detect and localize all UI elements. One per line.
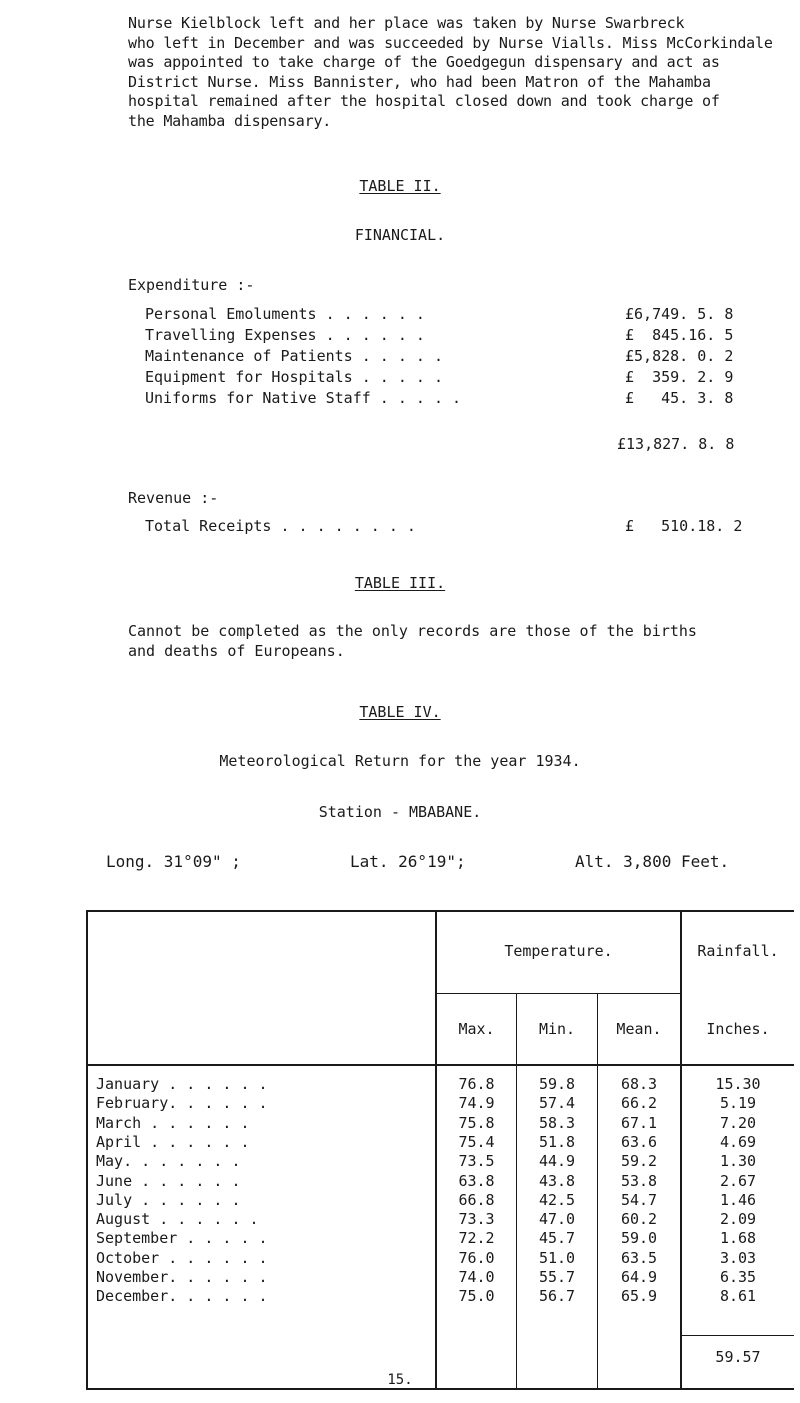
rainfall-cell: 15.30 — [715, 1075, 761, 1093]
month-cell: February. . . . . . — [96, 1094, 268, 1113]
rain-total-line — [680, 1335, 794, 1336]
table3-text: Cannot be completed as the only records are those of the births and deaths of Europeans. — [128, 622, 697, 660]
month-cell: April . . . . . . — [96, 1132, 250, 1151]
expenditure-row — [145, 326, 785, 346]
max-temp-cell: 74.0 — [458, 1268, 495, 1286]
rainfall-cell: 1.68 — [719, 1229, 757, 1248]
mean-temp-cell: 63.6 — [620, 1132, 658, 1151]
mean-temp-cell: 59.0 — [620, 1229, 658, 1248]
max-temp-cell: 75.4 — [458, 1132, 495, 1151]
expenditure-label: Equipment for Hospitals . . . . . — [145, 368, 444, 386]
table2-title: TABLE II. — [359, 177, 441, 195]
rainfall-cell: 2.09 — [719, 1210, 757, 1229]
mean-temp-cell: 65.9 — [620, 1287, 658, 1306]
month-cell: January . . . . . . — [96, 1075, 268, 1093]
mean-temp-cell: 64.9 — [620, 1268, 658, 1286]
revenue-amount: £ 510.18. 2 — [625, 517, 743, 535]
expenditure-heading: Expenditure :- — [128, 276, 255, 294]
header-temperature: Temperature. — [504, 942, 613, 960]
month-cell: September . . . . . — [96, 1229, 268, 1248]
month-cell: March . . . . . . — [96, 1113, 250, 1132]
rainfall-cell: 5.19 — [719, 1094, 757, 1113]
max-temp-cell: 73.5 — [458, 1152, 495, 1171]
min-temp-cell: 57.4 — [538, 1094, 576, 1113]
mean-temp-cell: 63.5 — [620, 1248, 658, 1267]
temp-subheader-line — [435, 993, 680, 994]
rainfall-cell: 4.69 — [719, 1132, 757, 1151]
max-temp-cell: 72.2 — [458, 1229, 495, 1248]
mean-temp-cell: 53.8 — [620, 1171, 658, 1190]
rainfall-cell: 2.67 — [719, 1171, 757, 1190]
longitude: Long. 31°09" ; — [106, 852, 241, 871]
mean-temp-cell: 67.1 — [620, 1113, 658, 1132]
expenditure-amount: £ 359. 2. 9 — [625, 368, 734, 386]
max-temp-cell: 75.8 — [458, 1113, 495, 1132]
rainfall-cell: 7.20 — [719, 1113, 757, 1132]
max-temp-cell: 74.9 — [458, 1094, 495, 1113]
expenditure-row — [145, 389, 785, 409]
max-temp-cell: 73.3 — [458, 1210, 495, 1229]
mean-temp-cell: 60.2 — [620, 1210, 658, 1229]
expenditure-row — [145, 347, 785, 367]
header-bottom-border — [86, 1064, 794, 1066]
table4-title: TABLE IV. — [359, 703, 441, 721]
header-max: Max. — [458, 1020, 495, 1038]
table-top-border — [86, 910, 794, 912]
rainfall-cell: 1.46 — [719, 1190, 757, 1209]
expenditure-row — [145, 305, 785, 325]
header-rainfall: Rainfall. — [697, 942, 779, 960]
mean-temp-cell: 66.2 — [620, 1094, 658, 1113]
table-bottom-border — [86, 1388, 794, 1390]
min-temp-cell: 51.0 — [538, 1248, 576, 1267]
expenditure-row — [145, 368, 785, 388]
rainfall-cell: 1.30 — [719, 1152, 757, 1171]
revenue-label: Total Receipts . . . . . . . . — [145, 517, 416, 535]
altitude: Alt. 3,800 Feet. — [575, 852, 730, 871]
month-cell: May. . . . . . . — [96, 1152, 241, 1171]
station-name: Station - MBABANE. — [318, 803, 482, 821]
max-temp-cell: 76.0 — [458, 1248, 495, 1267]
table2-subtitle: FINANCIAL. — [354, 226, 446, 244]
expenditure-amount: £ 45. 3. 8 — [625, 389, 734, 407]
min-temp-cell: 56.7 — [538, 1287, 576, 1306]
table-left-border — [86, 910, 88, 1390]
expenditure-total: £13,827. 8. 8 — [617, 435, 735, 453]
rainfall-cell: 6.35 — [719, 1268, 757, 1286]
month-cell: December. . . . . . — [96, 1287, 268, 1306]
mean-temp-cell: 59.2 — [620, 1152, 658, 1171]
min-temp-cell: 47.0 — [538, 1210, 576, 1229]
latitude: Lat. 26°19"; — [350, 852, 466, 871]
mean-temp-cell: 54.7 — [620, 1190, 658, 1209]
month-cell: November. . . . . . — [96, 1268, 268, 1286]
expenditure-label: Maintenance of Patients . . . . . — [145, 347, 444, 365]
max-temp-cell: 76.8 — [458, 1075, 495, 1093]
min-temp-cell: 43.8 — [538, 1171, 576, 1190]
expenditure-label: Uniforms for Native Staff . . . . . — [145, 389, 462, 407]
month-cell: July . . . . . . — [96, 1190, 241, 1209]
min-temp-cell: 44.9 — [538, 1152, 576, 1171]
min-temp-cell: 58.3 — [538, 1113, 576, 1132]
expenditure-amount: £6,749. 5. 8 — [625, 305, 734, 323]
table4-subtitle: Meteorological Return for the year 1934. — [219, 752, 581, 770]
min-temp-cell: 59.8 — [538, 1075, 576, 1093]
max-temp-cell: 63.8 — [458, 1171, 495, 1190]
month-cell: June . . . . . . — [96, 1171, 241, 1190]
header-mean: Mean. — [616, 1020, 662, 1038]
expenditure-label: Travelling Expenses . . . . . . — [145, 326, 425, 344]
min-temp-cell: 51.8 — [538, 1132, 576, 1151]
page-number: 15. — [387, 1372, 413, 1388]
rainfall-cell: 3.03 — [719, 1248, 757, 1267]
rainfall-cell: 8.61 — [719, 1287, 757, 1306]
mean-temp-cell: 68.3 — [620, 1075, 658, 1093]
expenditure-amount: £5,828. 0. 2 — [625, 347, 734, 365]
table3-title: TABLE III. — [354, 574, 446, 592]
intro-paragraph: Nurse Kielblock left and her place was taken by Nurse Swarbreck who left in December and was succeeded by Nurse Vialls. Miss McCorkindale was appointed to take charge of the Goedgegun dispensary and act as District Nurse. Miss Bannister, who had been Matron of the Mahamba hospital remained after the hospital closed down and took charge of the Mahamba dispensary. — [128, 14, 773, 130]
max-temp-cell: 66.8 — [458, 1190, 495, 1209]
month-cell: August . . . . . . — [96, 1210, 259, 1229]
min-temp-cell: 45.7 — [538, 1229, 576, 1248]
revenue-heading: Revenue :- — [128, 489, 219, 507]
expenditure-label: Personal Emoluments . . . . . . — [145, 305, 425, 323]
header-min: Min. — [538, 1020, 576, 1038]
rain-total: 59.57 — [715, 1348, 761, 1366]
min-temp-cell: 55.7 — [538, 1268, 576, 1286]
header-inches: Inches. — [706, 1020, 770, 1038]
max-temp-cell: 75.0 — [458, 1287, 495, 1306]
expenditure-amount: £ 845.16. 5 — [625, 326, 734, 344]
min-temp-cell: 42.5 — [538, 1190, 576, 1209]
month-cell: October . . . . . . — [96, 1248, 268, 1267]
